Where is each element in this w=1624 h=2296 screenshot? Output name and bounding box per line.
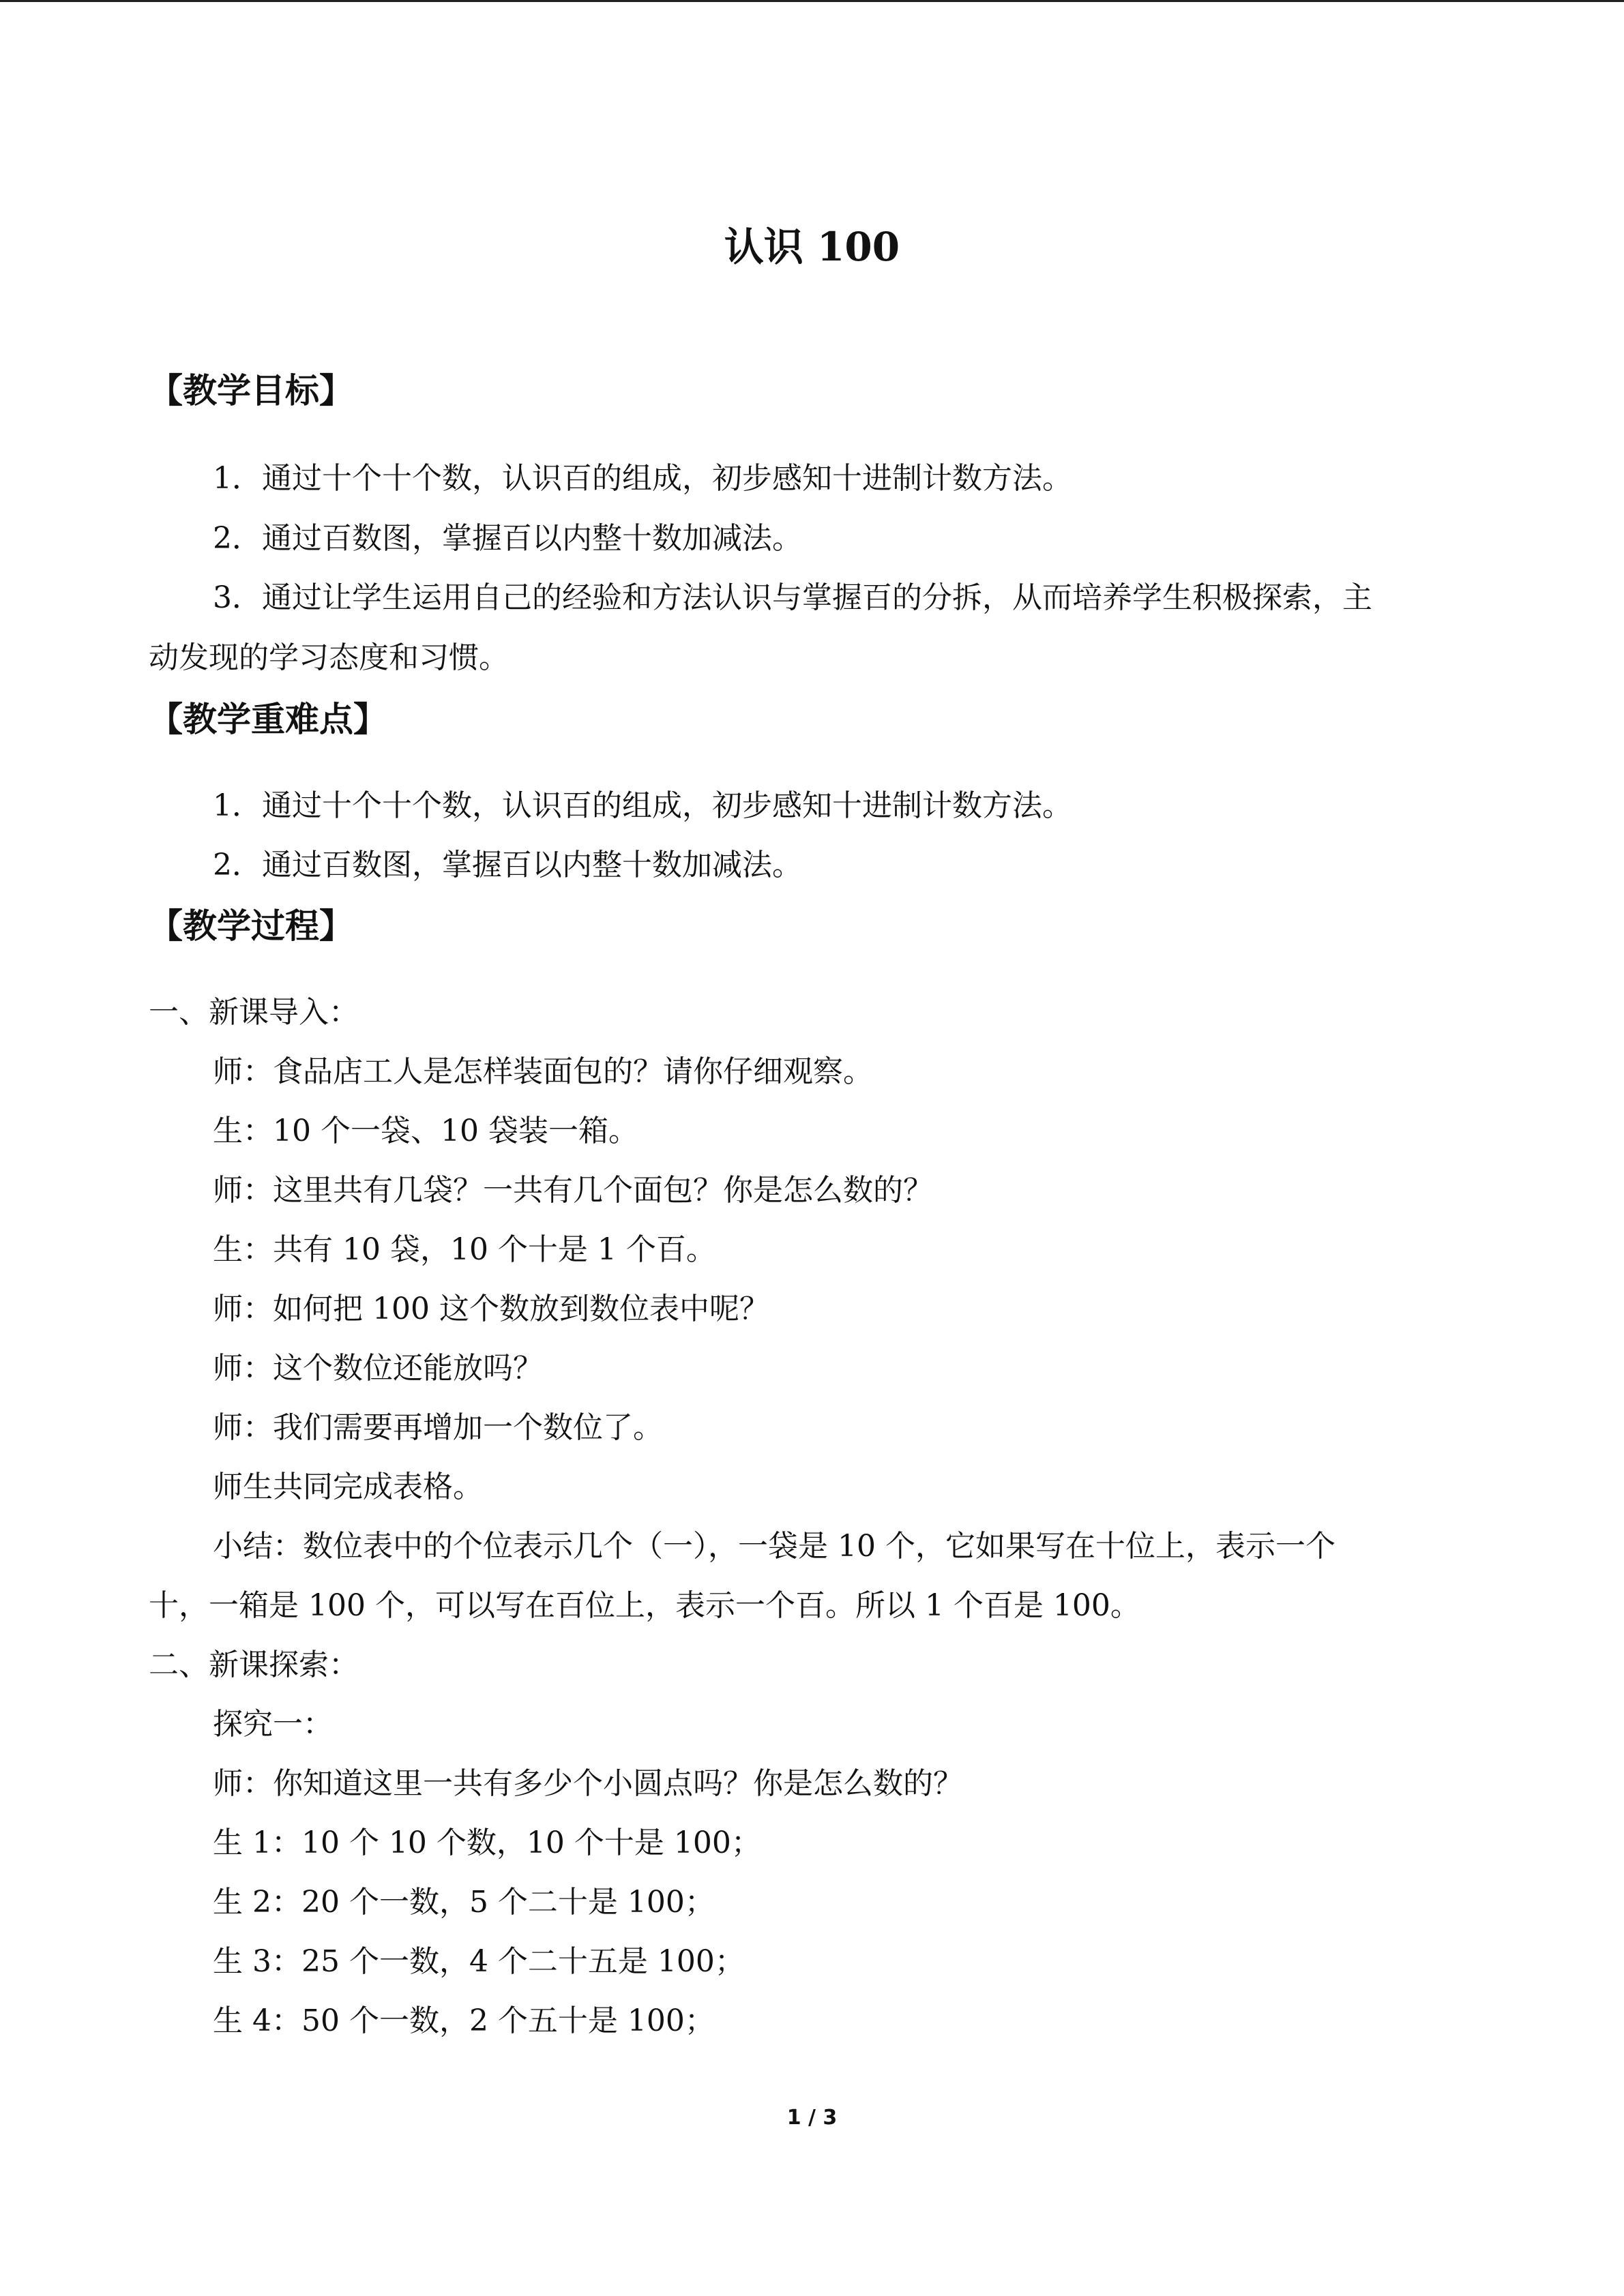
dialogue-line: 探究一： — [213, 1707, 333, 1742]
document-title: 认识 100 — [724, 224, 900, 270]
heading-teaching-process: 【教学过程】 — [149, 906, 353, 946]
dialogue-line: 师：如何把 100 这个数放到数位表中呢？ — [213, 1292, 769, 1326]
section-heading-explore: 二、新课探索： — [149, 1648, 359, 1682]
dialogue-line: 师：你知道这里一共有多少个小圆点吗？你是怎么数的？ — [213, 1766, 963, 1801]
dialogue-line: 师：这里共有几袋？一共有几个面包？你是怎么数的？ — [213, 1173, 933, 1208]
dialogue-line: 生：10 个一袋、10 袋装一箱。 — [213, 1114, 638, 1148]
key-point-line: 1．通过十个十个数，认识百的组成，初步感知十进制计数方法。 — [213, 788, 1072, 823]
dialogue-line: 生 4：50 个一数，2 个五十是 100； — [213, 2003, 715, 2038]
section-heading-intro: 一、新课导入： — [149, 995, 359, 1030]
dialogue-line: 师生共同完成表格。 — [213, 1470, 483, 1504]
heading-key-points: 【教学重难点】 — [149, 700, 387, 739]
summary-line: 十，一箱是 100 个，可以写在百位上，表示一个百。所以 1 个百是 100。 — [149, 1588, 1140, 1623]
goal-line: 3．通过让学生运用自己的经验和方法认识与掌握百的分拆，从而培养学生积极探索，主 — [213, 580, 1372, 615]
dialogue-line: 生 3：25 个一数，4 个二十五是 100； — [213, 1944, 745, 1979]
dialogue-line: 生 1：10 个 10 个数，10 个十是 100； — [213, 1825, 761, 1860]
dialogue-line: 师：这个数位还能放吗？ — [213, 1351, 543, 1386]
goal-line: 2．通过百数图，掌握百以内整十数加减法。 — [213, 521, 802, 556]
dialogue-line: 师：我们需要再增加一个数位了。 — [213, 1410, 663, 1445]
summary-line: 小结：数位表中的个位表示几个（一），一袋是 10 个，它如果写在十位上，表示一个 — [213, 1529, 1335, 1564]
dialogue-line: 生 2：20 个一数，5 个二十是 100； — [213, 1885, 715, 1920]
heading-teaching-goals: 【教学目标】 — [149, 371, 353, 411]
page-number: 1 / 3 — [786, 2106, 838, 2130]
key-point-line: 2．通过百数图，掌握百以内整十数加减法。 — [213, 848, 802, 882]
goal-line: 动发现的学习态度和习惯。 — [149, 640, 509, 675]
dialogue-line: 生：共有 10 袋，10 个十是 1 个百。 — [213, 1232, 716, 1267]
dialogue-line: 师：食品店工人是怎样装面包的？请你仔细观察。 — [213, 1054, 873, 1089]
goal-line: 1．通过十个十个数，认识百的组成，初步感知十进制计数方法。 — [213, 461, 1072, 496]
